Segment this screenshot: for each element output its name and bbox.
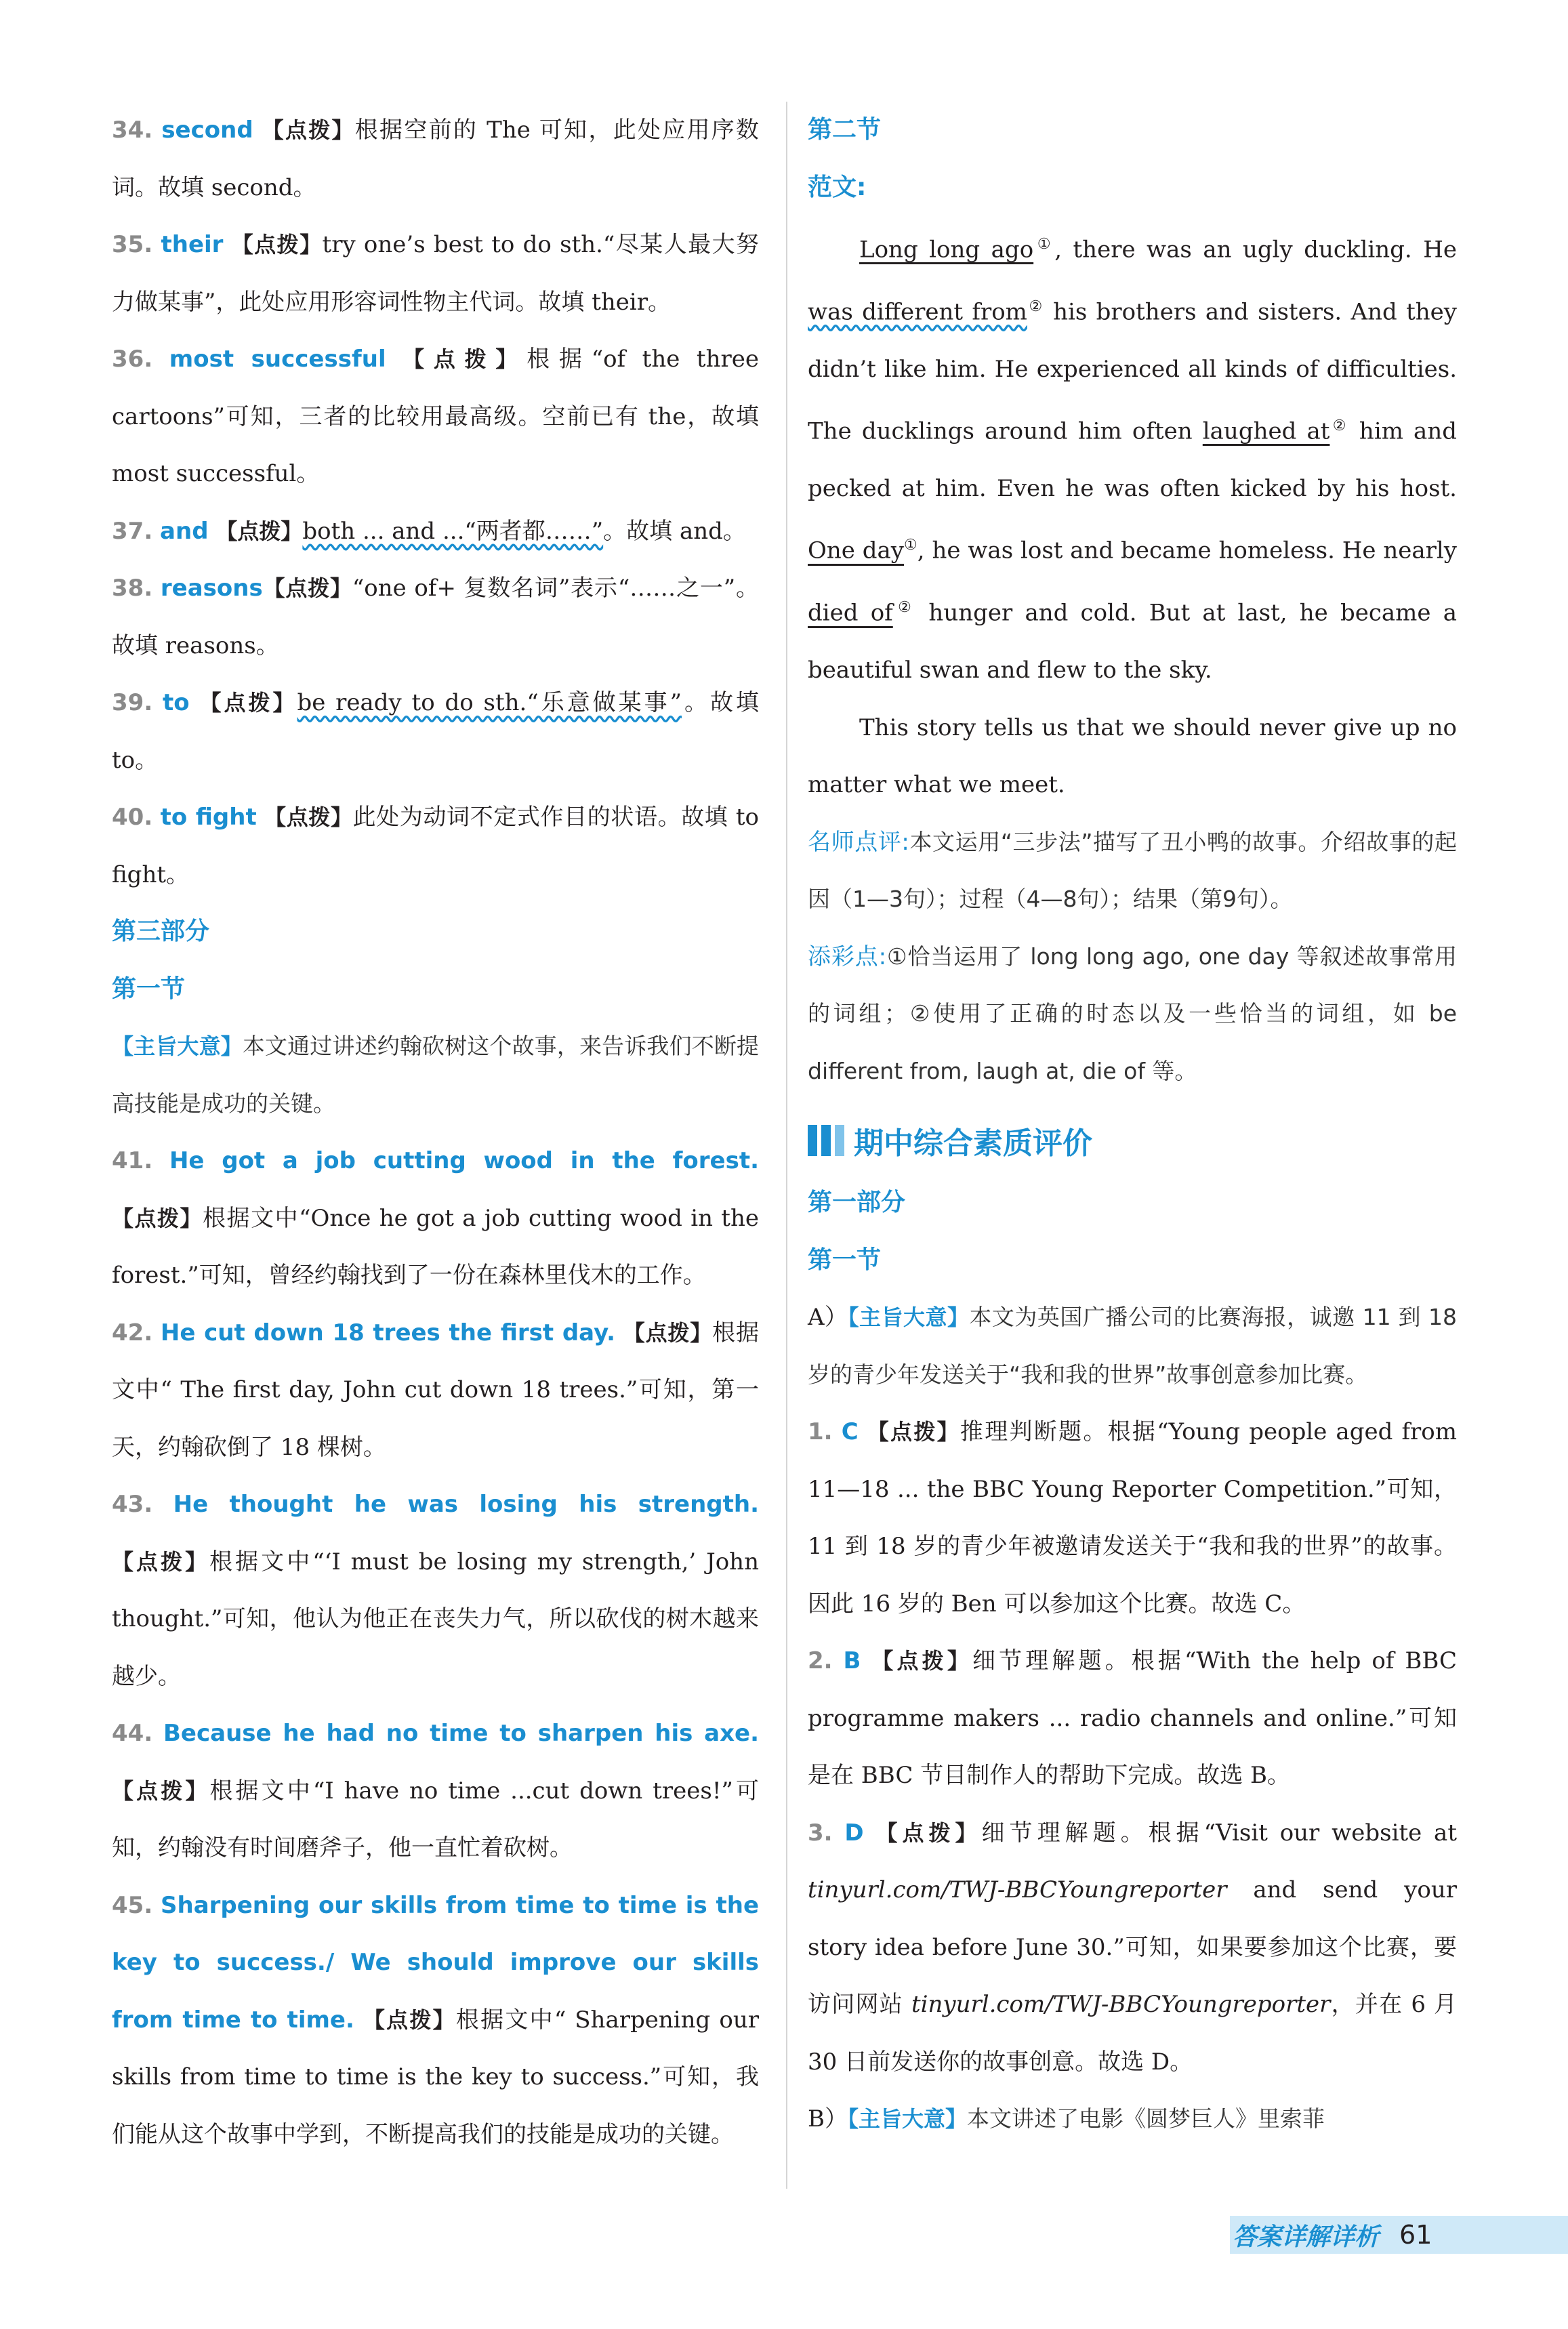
answer: Because he had no time to sharpen his axe. bbox=[163, 1720, 760, 1747]
main-idea: 【主旨大意】本文通过讲述约翰砍树这个故事，来告诉我们不断提高技能是成功的关键。 bbox=[112, 1033, 759, 1117]
q40: 40. to fight 【点拨】此处为动词不定式作目的状语。故填 to fight。 bbox=[112, 804, 759, 888]
essay-paragraph-1: Long long ago①, there was an ugly duckling. He was different from② his brothers and sisters. And they didn’t like him. He experienced all kinds of difficulties. The ducklings around him often laughed at② him and pecked at him. Even he was often kicked by his host. One day①, he was lost and became homeless. He nearly died of② hunger and cold. But at last, he became a beautiful swan and flew to the sky. bbox=[808, 236, 1457, 684]
highlights: 添彩点:①恰当运用了 long long ago, one day 等叙述故事常用的词组；②使用了正确的时态以及一些恰当的词组，如 be different from, laugh at, die of 等。 bbox=[808, 943, 1457, 1084]
q38: 38. reasons【点拨】“one of+ 复数名词”表示“……之一”。故填 reasons。 bbox=[112, 575, 759, 659]
answer: B bbox=[843, 1647, 861, 1675]
column-divider bbox=[786, 102, 787, 2189]
passage-a-main-idea: A）【主旨大意】本文为英国广播公司的比赛海报，诚邀 11 到 18 岁的青少年发送关于“我和我的世界”故事创意参加比赛。 bbox=[808, 1304, 1457, 1388]
answer: He got a job cutting wood in the forest. bbox=[169, 1147, 760, 1174]
answer: He thought he was losing his strength. bbox=[173, 1491, 759, 1518]
q34: 34. second 【点拨】根据空前的 The 可知，此处应用序数词。故填 second。 bbox=[112, 117, 760, 201]
q41: 41. He got a job cutting wood in the forest. 【点拨】根据文中“Once he got a job cutting wood in the forest.”可知，曾经约翰找到了一份在森林里伐木的工作。 bbox=[112, 1147, 760, 1289]
left-column bbox=[112, 102, 759, 2163]
part-heading: 第三部分 bbox=[112, 918, 210, 945]
answer: to bbox=[163, 689, 190, 716]
q35: 35. their 【点拨】try one’s best to do sth.“尽某人最大努力做某事”，此处应用形容词性物主代词。故填 their。 bbox=[112, 231, 759, 316]
q44: 44. Because he had no time to sharpen his axe. 【点拨】根据文中“I have no time ...cut down trees!”可知，约翰没有时间磨斧子，他一直忙着砍树。 bbox=[112, 1720, 760, 1861]
answer: and bbox=[160, 517, 209, 545]
section-title: 期中综合素质评价 bbox=[854, 1126, 1092, 1161]
r1: 1. C 【点拨】推理判断题。根据“Young people aged from 11—18 ... the BBC Young Reporter Competition.”可知，11 到 18 岁的青少年被邀请发送关于“我和我的世界”的故事。因此 16 岁的 Ben 可以参加这个比赛。故选 C。 bbox=[808, 1418, 1457, 1617]
section-heading: 第二节 bbox=[808, 116, 882, 144]
answer: Sharpening our skills from time to time is the key to success./ We should improve our skills from time to time. bbox=[112, 1891, 760, 2034]
passage-b-main-idea: B）【主旨大意】本文讲述了电影《圆梦巨人》里索菲 bbox=[808, 2105, 1325, 2133]
teacher-comment: 名师点评:本文运用“三步法”描写了丑小鸭的故事。介绍故事的起因（1—3句）；过程（4—8句）；结果（第9句）。 bbox=[808, 828, 1457, 913]
footer-label: 答案详解详析 bbox=[1233, 2223, 1380, 2251]
answer: second bbox=[161, 117, 253, 144]
section-heading: 第一节 bbox=[112, 974, 186, 1003]
page-number: 61 bbox=[1399, 2220, 1432, 2250]
q36: 36. most successful 【点拨】根据“of the three cartoons”可知，三者的比较用最高级。空前已有 the，故填 most successful。 bbox=[112, 346, 759, 487]
q45: 45. Sharpening our skills from time to time is the key to success./ We should improve our skills from time to time. 【点拨】根据文中“ Sharpening our skills from time to time is the key to success.”可知，我们能从这个故事中学到，不断提高我们的技能是成功的关键。 bbox=[112, 1891, 760, 2148]
right-column bbox=[808, 102, 1457, 2148]
q43: 43. He thought he was losing his strength. 【点拨】根据文中“‘I must be losing my strength,’ John thought.”可知，他认为他正在丧失力气，所以砍伐的树木越来越少。 bbox=[112, 1491, 759, 1690]
answer: He cut down 18 trees the first day. bbox=[160, 1319, 616, 1346]
r3: 3. D 【点拨】细节理解题。根据“Visit our website at tinyurl.com/TWJ-BBCYoungreporter and send your story idea before June 30.”可知，如果要参加这个比赛，要访问网站 tinyurl.com/TWJ-BBCYoungreporter，并在 6 月 30 日前发送你的故事创意。故选 D。 bbox=[808, 1819, 1457, 2076]
answer: to fight bbox=[160, 804, 257, 831]
bars-icon bbox=[808, 1125, 844, 1156]
page-footer bbox=[1230, 2216, 1568, 2254]
essay-paragraph-2: This story tells us that we should never give up no matter what we meet. bbox=[808, 714, 1457, 799]
model-essay-heading: 范文: bbox=[808, 173, 867, 201]
part-heading: 第一部分 bbox=[808, 1189, 906, 1217]
answer: reasons bbox=[160, 575, 263, 602]
answer: most successful bbox=[169, 346, 386, 373]
q37: 37. and 【点拨】both ... and ...“两者都……”。故填 and。 bbox=[112, 517, 746, 545]
answer: D bbox=[844, 1819, 864, 1847]
answer: their bbox=[161, 231, 224, 258]
q39: 39. to 【点拨】be ready to do sth.“乐意做某事”。故填 to。 bbox=[112, 689, 760, 774]
r2: 2. B 【点拨】细节理解题。根据“With the help of BBC programme makers ... radio channels and online.”可知是在 BBC 节目制作人的帮助下完成。故选 B。 bbox=[808, 1647, 1457, 1790]
section-banner bbox=[808, 1107, 1457, 1174]
section-heading: 第一节 bbox=[808, 1245, 882, 1274]
answer: C bbox=[841, 1418, 859, 1446]
q42: 42. He cut down 18 trees the first day. 【点拨】根据文中“ The first day, John cut down 18 trees.”可知，第一天，约翰砍倒了 18 棵树。 bbox=[112, 1319, 759, 1461]
